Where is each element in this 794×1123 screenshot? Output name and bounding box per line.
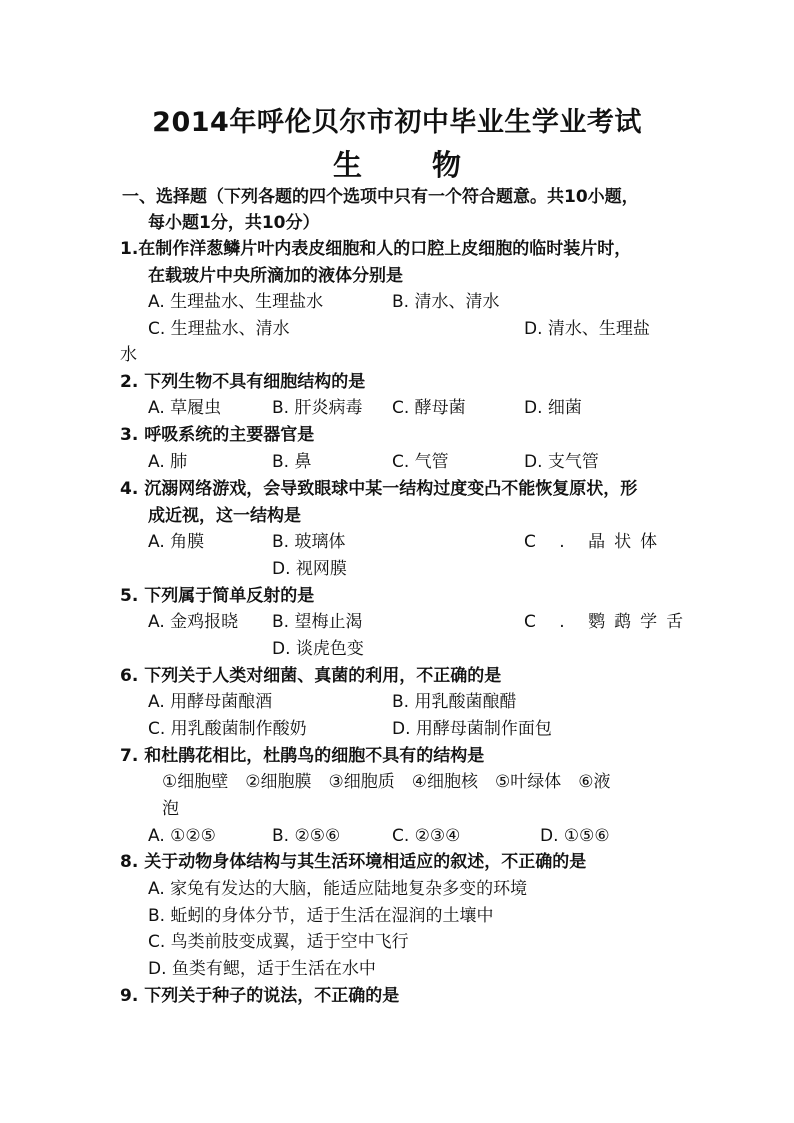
section-heading-cont: 每小题1分，共10分） [148, 213, 320, 233]
subject-char-2: 物 [432, 148, 462, 182]
q4-option-c: C . 晶状体 [524, 532, 667, 552]
subject-title [0, 143, 794, 184]
q3-option-a: A. 肺 [148, 452, 188, 472]
q1-option-b: B. 清水、清水 [392, 292, 500, 312]
q1-stem: 1.在制作洋葱鳞片叶内表皮细胞和人的口腔上皮细胞的临时装片时， [120, 239, 632, 259]
q6-option-d: D. 用酵母菌制作面包 [392, 719, 552, 739]
q3-option-c: C. 气管 [392, 452, 449, 472]
q6-option-b: B. 用乳酸菌酿醋 [392, 692, 517, 712]
q5-option-c: C . 鹦鹉学舌 [524, 612, 693, 632]
q2-option-c: C. 酵母菌 [392, 398, 466, 418]
q6-option-a: A. 用酵母菌酿酒 [148, 692, 273, 712]
q1-option-c: C. 生理盐水、清水 [148, 319, 290, 339]
q7-option-d: D. ①⑤⑥ [540, 826, 610, 846]
q1-stem-cont: 在载玻片中央所滴加的液体分别是 [148, 266, 403, 286]
q4-stem: 4. 沉溺网络游戏，会导致眼球中某一结构过度变凸不能恢复原状，形 [120, 479, 638, 499]
q6-option-c: C. 用乳酸菌制作酸奶 [148, 719, 307, 739]
q2-option-a: A. 草履虫 [148, 398, 222, 418]
q8-option-d: D. 鱼类有鳃，适于生活在水中 [148, 959, 376, 979]
q5-option-a: A. 金鸡报晓 [148, 612, 239, 632]
q5-stem: 5. 下列属于简单反射的是 [120, 586, 315, 606]
section-heading: 一、选择题（下列各题的四个选项中只有一个符合题意。共10小题， [122, 187, 639, 207]
q4-option-b: B. 玻璃体 [272, 532, 346, 552]
q9-stem: 9. 下列关于种子的说法，不正确的是 [120, 986, 400, 1006]
q4-option-a: A. 角膜 [148, 532, 205, 552]
q4-option-d: D. 视网膜 [272, 559, 347, 579]
q3-stem: 3. 呼吸系统的主要器官是 [120, 425, 315, 445]
exam-title: 2014年呼伦贝尔市初中毕业生学业考试 [152, 107, 642, 138]
q7-option-a: A. ①②⑤ [148, 826, 216, 846]
subject-char-1: 生 [332, 148, 362, 182]
q1-option-d-cont: 水 [120, 345, 137, 365]
q3-option-b: B. 鼻 [272, 452, 312, 472]
q1-option-d: D. 清水、生理盐 [524, 319, 650, 339]
q2-option-b: B. 肝炎病毒 [272, 398, 363, 418]
q2-stem: 2. 下列生物不具有细胞结构的是 [120, 372, 366, 392]
q3-option-d: D. 支气管 [524, 452, 599, 472]
q8-stem: 8. 关于动物身体结构与其生活环境相适应的叙述，不正确的是 [120, 852, 587, 872]
q5-option-d: D. 谈虎色变 [272, 639, 364, 659]
q5-option-b: B. 望梅止渴 [272, 612, 363, 632]
q4-stem-cont: 成近视，这一结构是 [148, 506, 301, 526]
q7-option-c: C. ②③④ [392, 826, 461, 846]
q6-stem: 6. 下列关于人类对细菌、真菌的利用，不正确的是 [120, 666, 502, 686]
q7-items-cont: 泡 [162, 799, 179, 819]
q7-option-b: B. ②⑤⑥ [272, 826, 341, 846]
q1-option-a: A. 生理盐水、生理盐水 [148, 292, 324, 312]
q7-stem: 7. 和杜鹃花相比，杜鹃鸟的细胞不具有的结构是 [120, 746, 485, 766]
q8-option-a: A. 家兔有发达的大脑，能适应陆地复杂多变的环境 [148, 879, 528, 899]
q7-items: ①细胞壁 ②细胞膜 ③细胞质 ④细胞核 ⑤叶绿体 ⑥液 [162, 772, 611, 792]
q8-option-c: C. 鸟类前肢变成翼，适于空中飞行 [148, 932, 409, 952]
q8-option-b: B. 蚯蚓的身体分节，适于生活在湿润的土壤中 [148, 906, 494, 926]
q2-option-d: D. 细菌 [524, 398, 582, 418]
